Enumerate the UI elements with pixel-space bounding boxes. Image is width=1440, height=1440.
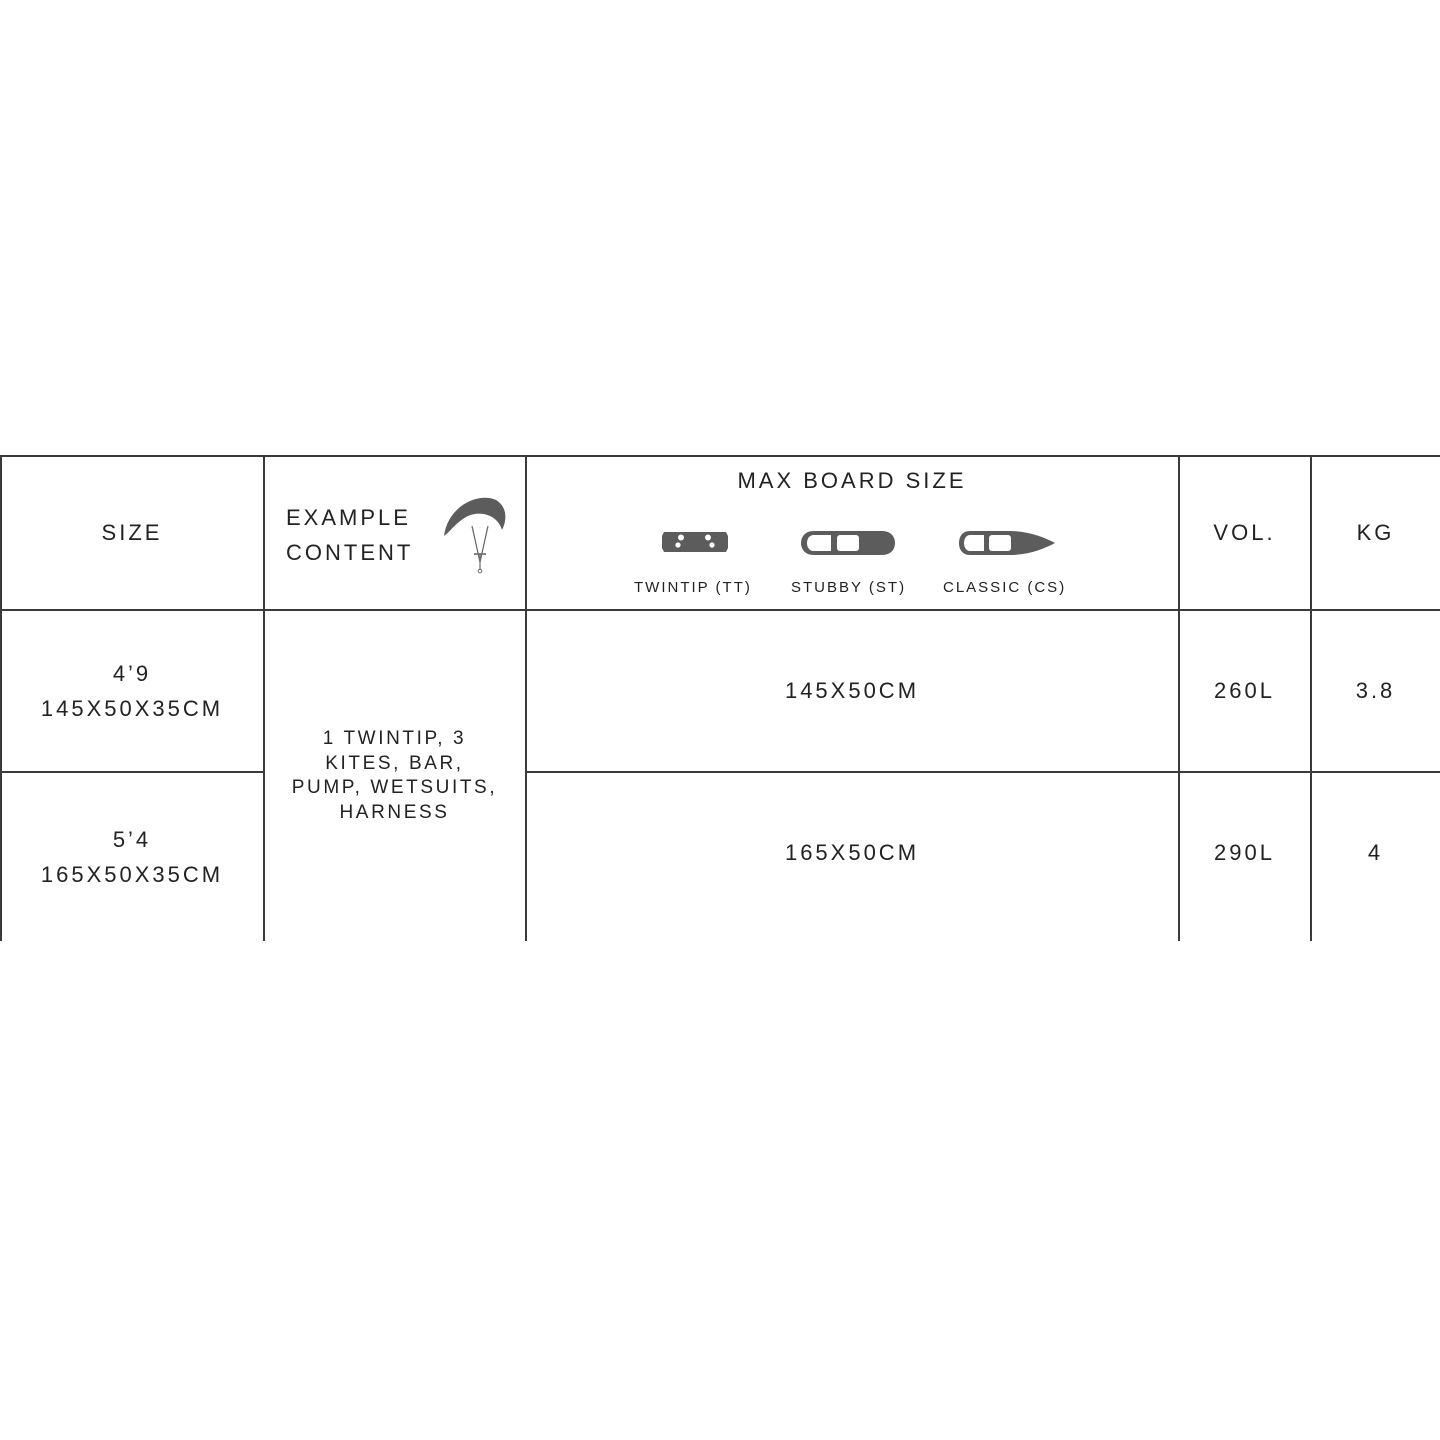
header-vol bbox=[1179, 456, 1310, 609]
board-label-twintip: TWINTIP (TT) bbox=[634, 579, 752, 596]
row-2-size-length: 5’4 bbox=[112, 827, 152, 852]
row-1-weight: 3.8 bbox=[1355, 678, 1396, 703]
row-2-weight: 4 bbox=[1367, 840, 1384, 865]
example-content-cell bbox=[264, 611, 525, 941]
board-label-classic: CLASSIC (CS) bbox=[943, 579, 1067, 596]
header-kg-label: KG bbox=[1356, 519, 1395, 545]
example-content-line: KITES, BAR, bbox=[325, 752, 464, 774]
table-row-2-board bbox=[526, 773, 1178, 933]
header-example-label bbox=[286, 500, 413, 570]
row-1-size-length: 4’9 bbox=[112, 661, 152, 686]
header-example-line2: CONTENT bbox=[286, 540, 414, 565]
classic-board-icon bbox=[958, 529, 1056, 557]
row-2-size-dimensions: 165X50X35CM bbox=[40, 862, 224, 887]
example-content-line: PUMP, WETSUITS, bbox=[291, 777, 498, 798]
row-1-board-size: 145X50CM bbox=[784, 678, 920, 703]
table-row-1-vol bbox=[1179, 611, 1310, 771]
table-row-2-size bbox=[0, 773, 264, 941]
kite-icon bbox=[440, 492, 508, 574]
table-row-1-kg bbox=[1311, 611, 1440, 771]
example-content-line: 1 TWINTIP, 3 bbox=[322, 728, 467, 749]
row-2-board-size: 165X50CM bbox=[784, 840, 920, 865]
header-max-board bbox=[526, 456, 1178, 609]
header-example-content bbox=[264, 456, 525, 609]
table-row-1-size bbox=[0, 611, 264, 771]
header-size-label: SIZE bbox=[101, 519, 163, 545]
example-content-line: HARNESS bbox=[339, 801, 450, 823]
row-1-volume: 260L bbox=[1214, 678, 1275, 703]
header-size bbox=[0, 456, 264, 609]
header-max-board-label: MAX BOARD SIZE bbox=[737, 468, 967, 493]
header-vol-label: VOL. bbox=[1213, 519, 1276, 545]
table-row-2-vol bbox=[1179, 773, 1310, 933]
header-example-line1: EXAMPLE bbox=[286, 505, 411, 530]
board-label-stubby: STUBBY (ST) bbox=[791, 579, 907, 596]
table-row-2-kg bbox=[1311, 773, 1440, 933]
row-2-volume: 290L bbox=[1214, 840, 1275, 865]
row-1-size-dimensions: 145X50X35CM bbox=[40, 696, 224, 721]
header-kg bbox=[1311, 456, 1440, 609]
table-row-1-board bbox=[526, 611, 1178, 771]
stubby-board-icon bbox=[800, 530, 896, 556]
twintip-board-icon bbox=[661, 530, 729, 554]
